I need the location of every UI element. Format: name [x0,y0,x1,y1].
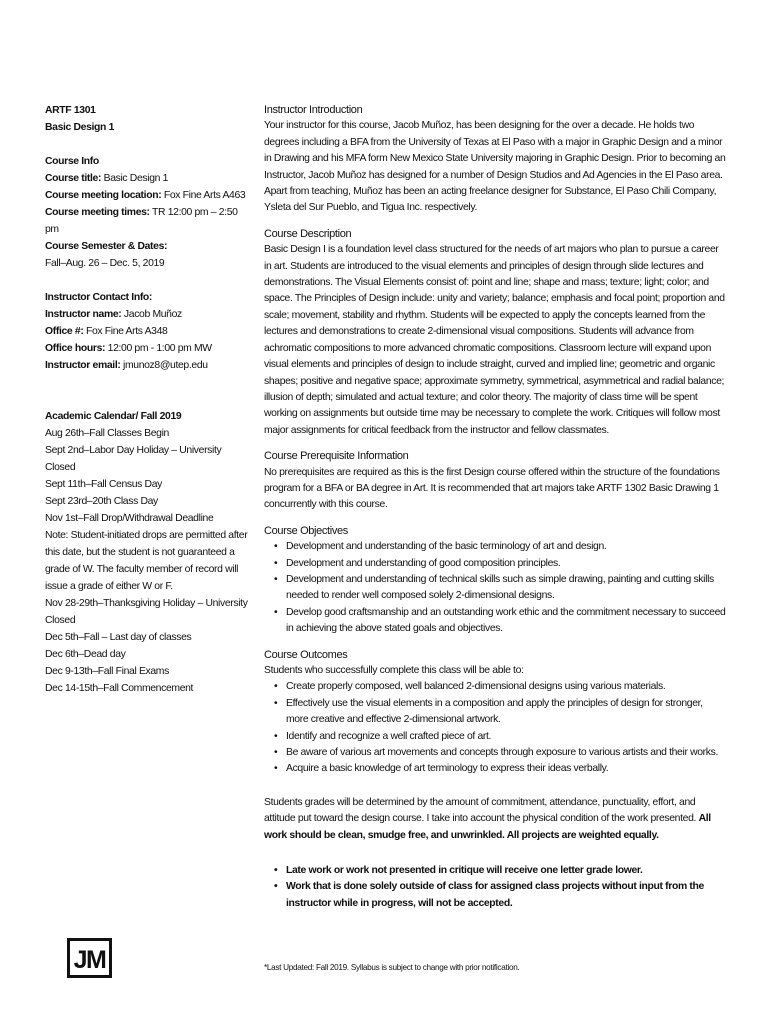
footnote: *Last Updated: Fall 2019. Syllabus is subject to change with prior notification. [264,963,520,972]
description-section [264,226,726,439]
course-info-heading: Course Info [45,156,99,167]
outcomes-heading: Course Outcomes [264,648,348,661]
jm-logo-mark [67,938,112,978]
semester-label: Course Semester & Dates: [45,241,168,252]
objectives-heading: Course Objectives [264,524,348,537]
objective-item: • Development and understanding of good composition principles. [264,556,726,572]
course-name: Basic Design 1 [45,122,115,133]
description-heading: Course Description [264,227,352,240]
calendar-item: Nov 1st–Fall Drop/Withdrawal Deadline [45,513,214,524]
email-row: Instructor email: jmunoz8@utep.edu [45,360,208,371]
description-body: Basic Design I is a foundation level class structured for the needs of art majors who plan to pursue a career in art. Students are introduced to the visual elements and principles of design through slide lectures and demonstrations. The Visual Elements consist of: point and line; shape and mass; texture; light; color; and space. The Principles of Design include: unity and variety; balance; emphasis and focal point; proportion and scale; movement, stability and rhythm. Students will be expected to apply the concepts learned from the lectures and demonstrations to create 2-dimensional visual compositions. Students will advance from achromatic compositions to more advanced chromatic compositions. Classroom lecture will expand upon visual elements and principles of design to include straight, curved and implied line; geometric and organic shapes; positive and negative space; approximate symmetry, symmetrical, asymmetrical and radial balance; illusion of depth; simulated and actual texture; and color theory. The majority of class time will be spent working on assignments but outside time may be necessary to complete the work. Critiques will follow most major assignments for critical feedback from the instructor and fellow classmates. [264,244,725,436]
outcome-item: • Create properly composed, well balanced 2-dimensional designs using various materials. [264,679,726,695]
grading-text: Students grades will be determined by the amount of commitment, attendance, punctuality, effort, and attitude put toward the design course. I take into account the physical condition of the work presented. [264,796,699,825]
prereq-body: No prerequisites are required as this is the first Design course offered within the structure of the foundations program for a BFA or BA degree in Art. It is recommended that art majors take ARTF 1302 Basic Drawing 1 concurrently with this course. [264,466,720,511]
course-title-row: Course title: Basic Design 1 [45,173,169,184]
semester-value: Fall–Aug. 26 – Dec. 5, 2019 [45,258,165,269]
objective-item: • Develop good craftsmanship and an outstanding work ethic and the commitment necessary to succeed in achieving the above stated goals and objectives. [264,605,726,638]
contact-heading: Instructor Contact Info: [45,292,153,303]
instructor-name-row: Instructor name: Jacob Muñoz [45,309,182,320]
outcomes-intro: Students who successfully complete this class will be able to: [264,665,524,676]
course-info-column [45,102,250,697]
prereq-section [264,448,726,514]
intro-section [264,102,726,217]
meeting-times-row: Course meeting times: TR 12:00 pm – 2:50 pm [45,207,238,235]
grading-section [264,795,726,844]
policy-list [264,863,726,912]
calendar-item: Dec 14-15th–Fall Commencement [45,683,194,694]
intro-heading: Instructor Introduction [264,104,363,116]
calendar-list [45,425,250,697]
outcome-item: • Identify and recognize a well crafted piece of art. [264,729,726,745]
prereq-heading: Course Prerequisite Information [264,450,409,463]
policy-item: • Late work or work not presented in critique will receive one letter grade lower. [264,863,726,879]
calendar-item: Nov 28-29th–Thanksgiving Holiday – University Closed [45,598,248,626]
outcome-item: • Effectively use the visual elements in a composition and apply the principles of design for stronger, more creative and effective 2-dimensional artwork. [264,696,726,729]
calendar-item: Dec 6th–Dead day [45,649,126,660]
objective-item: • Development and understanding of technical skills such as simple drawing, painting and cutting skills needed to render well composed solely 2-dimensional designs. [264,572,726,605]
office-hours-row: Office hours: 12:00 pm - 1:00 pm MW [45,343,212,354]
calendar-item: Sept 23rd–20th Class Day [45,496,158,507]
course-details-column [264,102,726,912]
outcomes-list [264,679,726,777]
calendar-item: Sept 11th–Fall Census Day [45,479,162,490]
svg-text:JM: JM [73,946,106,974]
calendar-item: Sept 2nd–Labor Day Holiday – University Closed [45,445,222,473]
outcomes-section [264,647,726,778]
objective-item: • Development and understanding of the basic terminology of art and design. [264,539,726,555]
calendar-heading: Academic Calendar/ Fall 2019 [45,411,182,422]
calendar-item: Dec 9-13th–Fall Final Exams [45,666,169,677]
course-code: ARTF 1301 [45,105,96,116]
outcome-item: • Be aware of various art movements and concepts through exposure to various artists and their works. [264,745,726,761]
calendar-item: Aug 26th–Fall Classes Begin [45,428,169,439]
intro-body: Your instructor for this course, Jacob Muñoz, has been designing for the over a decade. He holds two degrees including a BFA from the University of Texas at El Paso with a major in Graphic Design and a minor in Drawing and his MFA form New Mexico State University majoring in Graphic Design. Prior to becoming an Instructor, Jacob Muñoz has designed for a number of Design Studios and Ad Agencies in the El Paso area. Apart from teaching, Muñoz has been an acting freelance designer for Substance, El Paso Chili Company, Ysleta del Sur Pueblo, and Tigua Inc. respectively. [264,120,726,214]
objectives-list [264,539,726,637]
office-row: Office #: Fox Fine Arts A348 [45,326,168,337]
calendar-item: Dec 5th–Fall – Last day of classes [45,632,192,643]
outcome-item: • Acquire a basic knowledge of art terminology to express their ideas verbally. [264,761,726,777]
calendar-note: Note: Student-initiated drops are permitted after this date, but the student is not guaranteed a grade of W. The faculty member of record will issue a grade of either W or F. [45,530,248,592]
objectives-section [264,523,726,638]
jm-logo [67,938,112,978]
grading-bold-text: All work should be clean, smudge free, and unwrinkled. All projects are weighted equally. [264,813,711,841]
meeting-location-row: Course meeting location: Fox Fine Arts A463 [45,190,246,201]
policy-item: • Work that is done solely outside of class for assigned class projects without input from the instructor while in progress, will not be accepted. [264,879,726,912]
